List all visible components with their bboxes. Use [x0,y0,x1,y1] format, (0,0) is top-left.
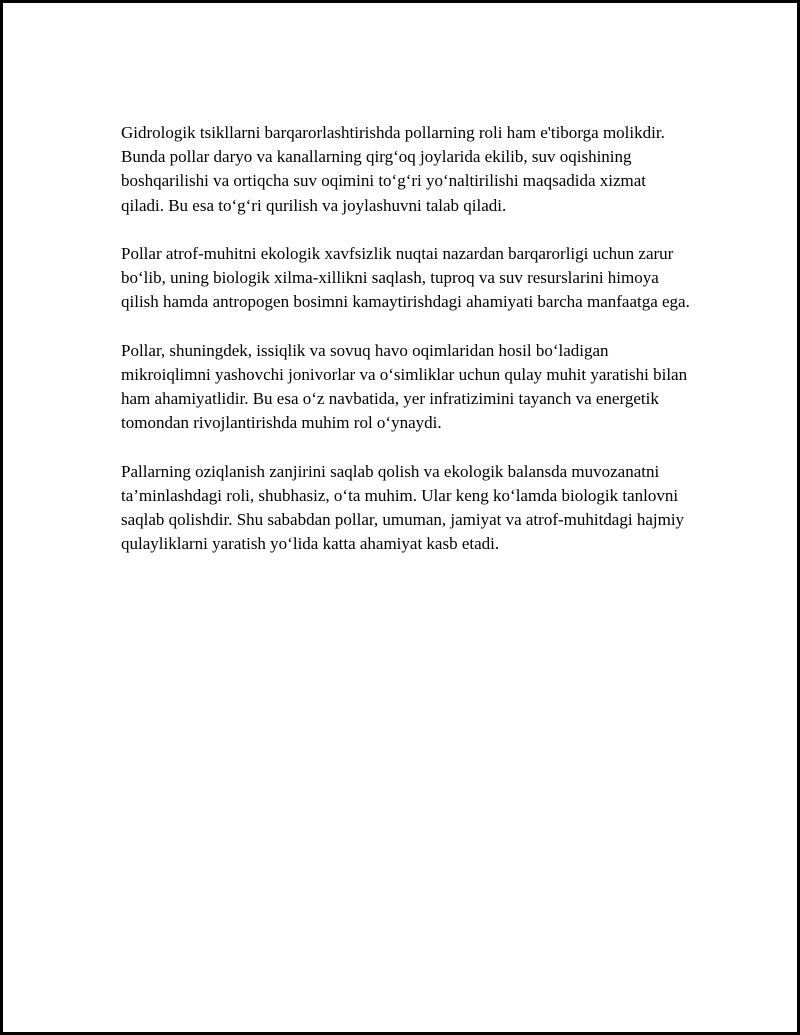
paragraph-2: Pollar atrof-muhitni ekologik xavfsizlik nuqtai nazardan barqarorligi uchun zarur bo‘lib, uning biologik xilma-xillikni saqlash, tuproq va suv resurslarini himoya qilish hamda antropogen bosimni kamaytirishdagi ahamiyati barcha manfaatga ega. [121,244,690,312]
paragraph-1: Gidrologik tsikllarni barqarorlashtirishda pollarning roli ham e'tiborga molikdir. Bunda pollar daryo va kanallarning qirg‘oq joylarida ekilib, suv oqishining boshqarilishi va ortiqcha suv oqimini to‘g‘ri yo‘naltirilishi maqsadida xizmat qiladi. Bu esa to‘g‘ri qurilish va joylashuvni talab qiladi. [121,123,665,215]
document-body [121,121,691,581]
paragraph-3: Pollar, shuningdek, issiqlik va sovuq havo oqimlaridan hosil bo‘ladigan mikroiqlimni yashovchi jonivorlar va o‘simliklar uchun qulay muhit yaratishi bilan ham ahamiyatlidir. Bu esa o‘z navbatida, yer infratizimini tayanch va energetik tomondan rivojlantirishda muhim rol o‘ynaydi. [121,340,688,433]
paragraph-4: Pallarning oziqlanish zanjirini saqlab qolish va ekologik balansda muvozanatni ta’minlashdagi roli, shubhasiz, o‘ta muhim. Ular keng ko‘lamda biologik tanlovni saqlab qolishdir. Shu sababdan pollar, umuman, jamiyat va atrof-muhitdagi hajmiy qulayliklarni yaratish yo‘lida katta ahamiyat kasb etadi. [121,461,685,554]
